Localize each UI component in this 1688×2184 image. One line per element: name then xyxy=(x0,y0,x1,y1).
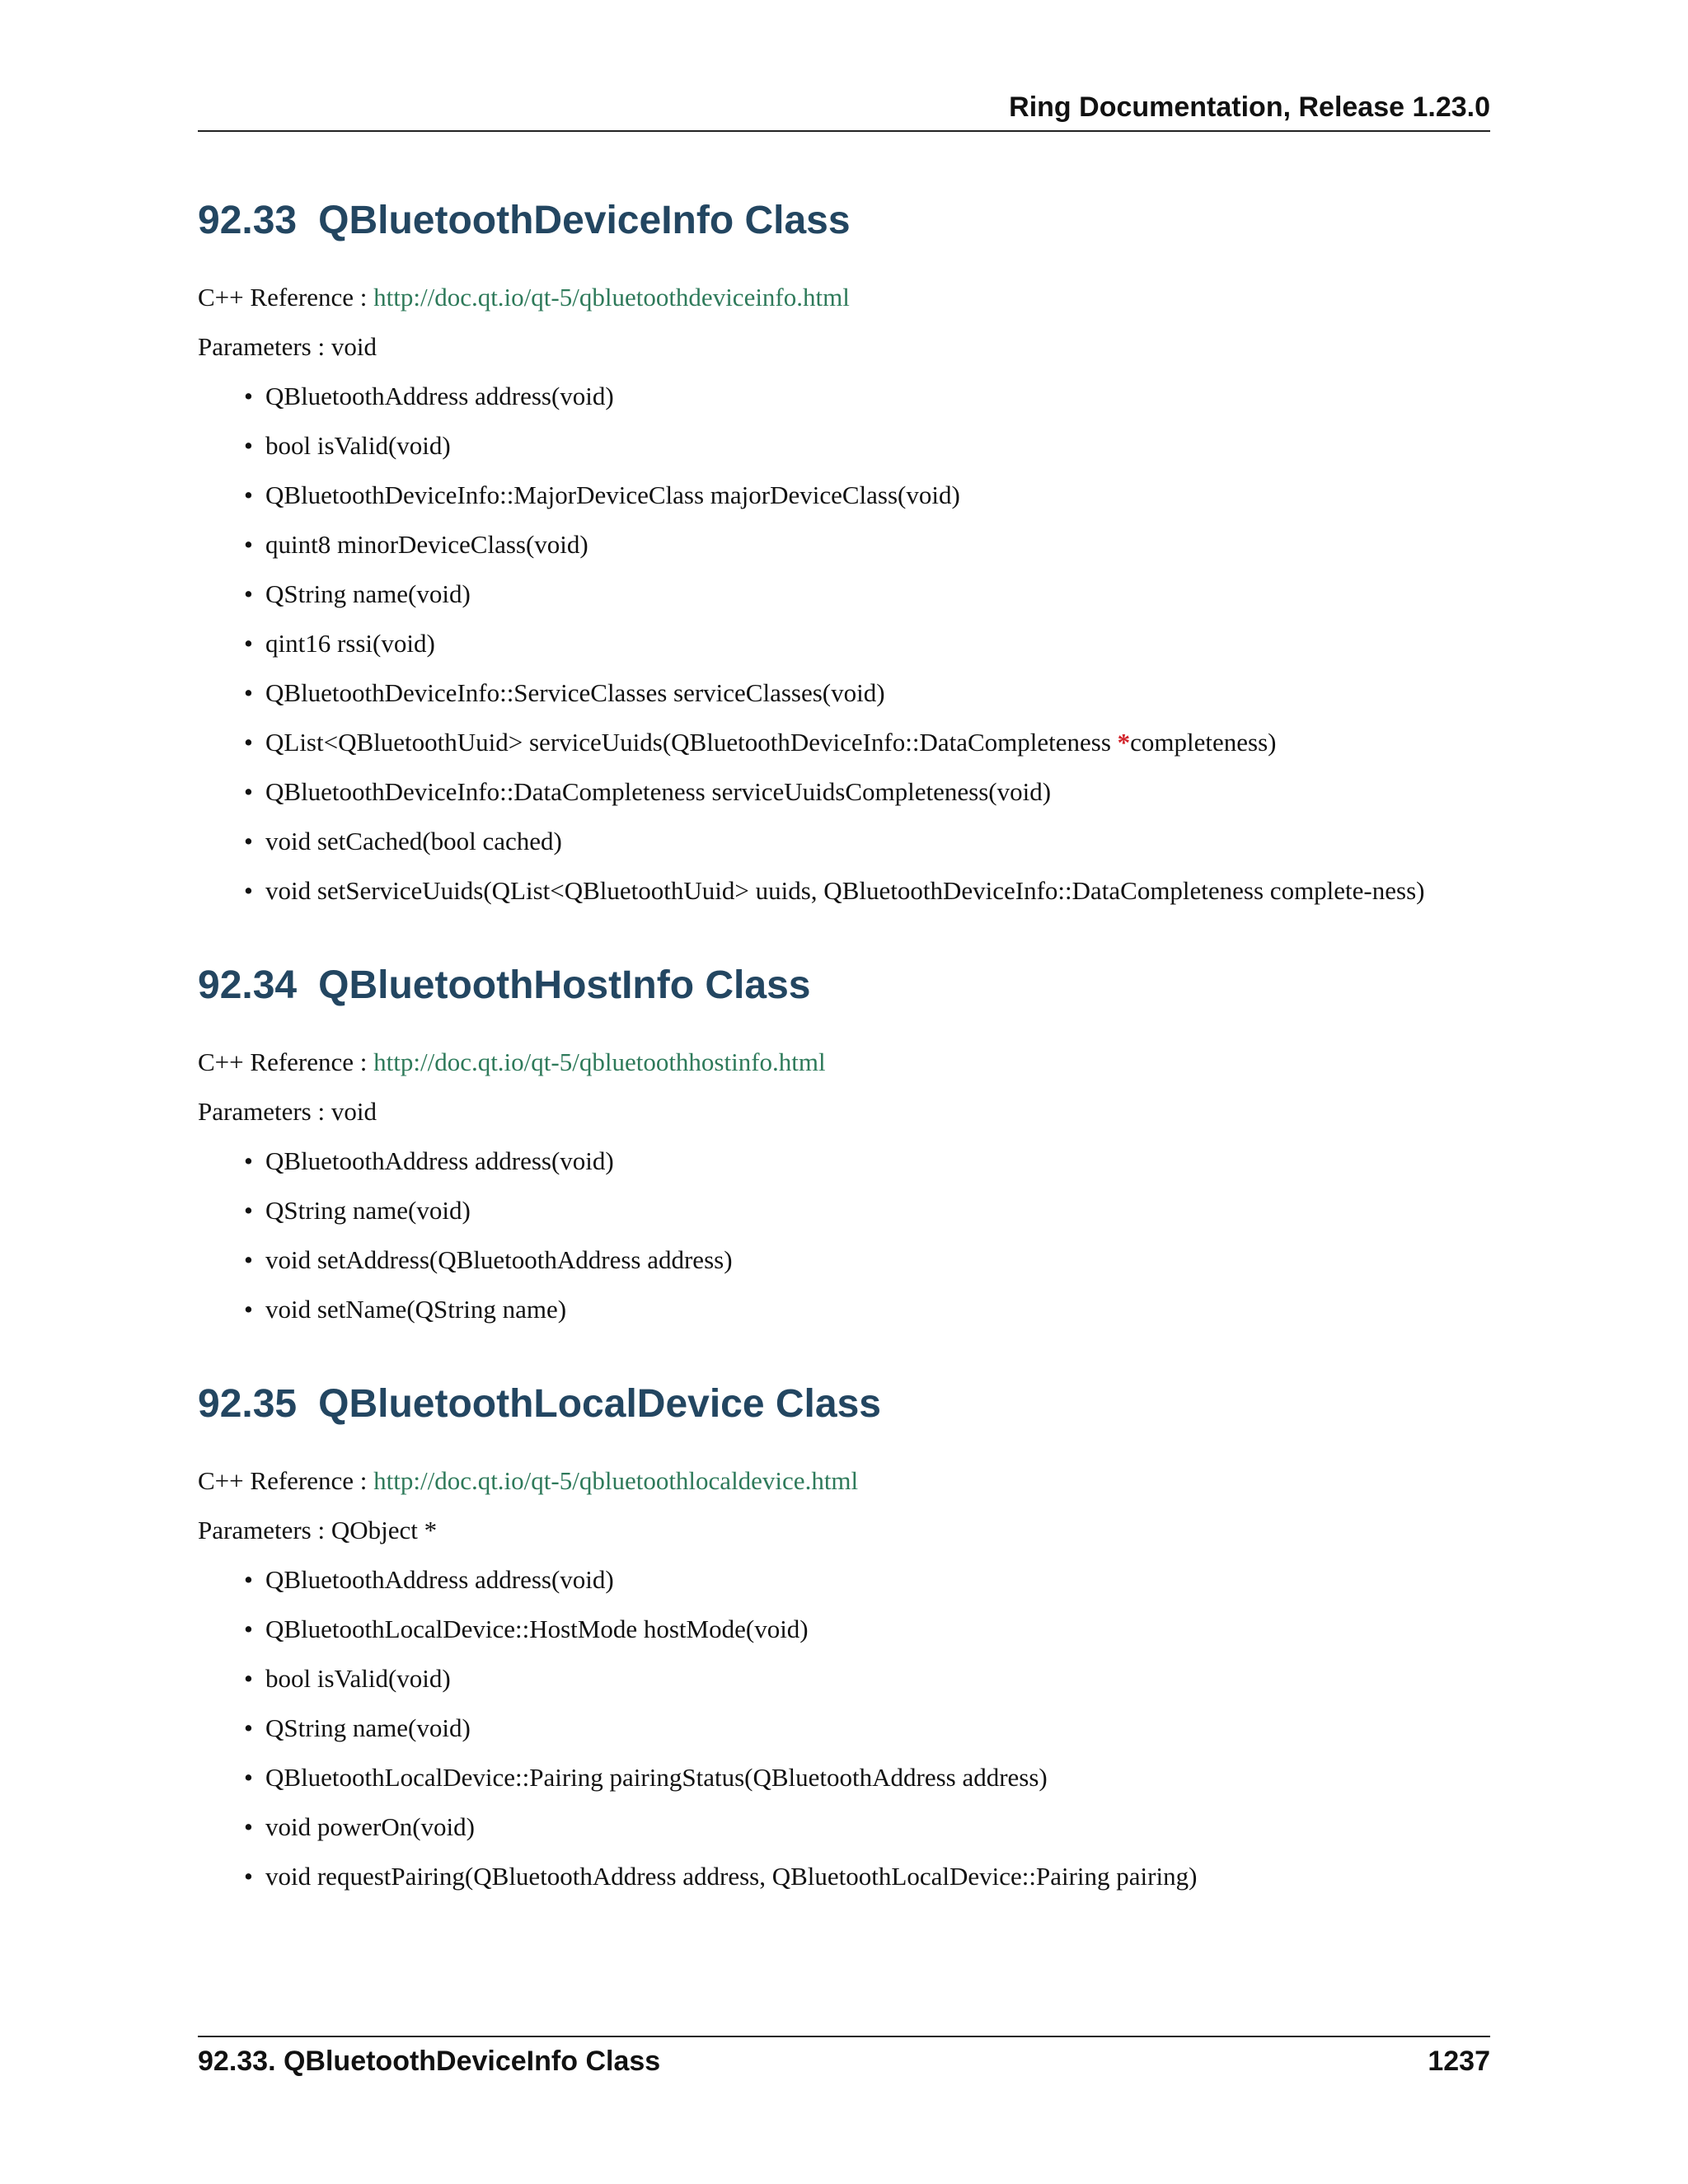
section-title: QBluetoothDeviceInfo Class xyxy=(318,199,851,242)
method-item: • QBluetoothAddress address(void) xyxy=(265,1564,1490,1596)
method-item: • QBluetoothDeviceInfo::DataCompleteness serviceUuidsCompleteness(void) xyxy=(265,776,1490,808)
parameters-label: Parameters : xyxy=(198,1516,326,1544)
method-item: • qint16 rssi(void) xyxy=(265,628,1490,659)
parameters-value: void xyxy=(331,1097,377,1126)
section-qbluetoothdeviceinfo xyxy=(198,196,1490,907)
section-qbluetoothlocaldevice xyxy=(198,1380,1490,1892)
page-number: 1237 xyxy=(1428,2046,1490,2077)
method-item: • QBluetoothLocalDevice::Pairing pairingStatus(QBluetoothAddress address) xyxy=(265,1762,1490,1793)
section-number: 92.34 xyxy=(198,963,298,1007)
section-heading xyxy=(198,1380,1490,1429)
method-item: • bool isValid(void) xyxy=(265,1663,1490,1694)
cpp-reference xyxy=(198,1465,1490,1497)
reference-link[interactable]: http://doc.qt.io/qt-5/qbluetoothhostinfo.html xyxy=(373,1047,826,1076)
method-item: • QBluetoothAddress address(void) xyxy=(265,381,1490,412)
method-item: • QBluetoothAddress address(void) xyxy=(265,1146,1490,1177)
method-list xyxy=(198,1146,1490,1325)
method-item: • QBluetoothLocalDevice::HostMode hostMode(void) xyxy=(265,1614,1490,1645)
parameters xyxy=(198,331,1490,363)
method-item: • QBluetoothDeviceInfo::MajorDeviceClass majorDeviceClass(void) xyxy=(265,480,1490,511)
method-item xyxy=(265,727,1490,758)
method-item: • QString name(void) xyxy=(265,579,1490,610)
pointer-asterisk: * xyxy=(1117,728,1131,757)
reference-label: C++ Reference : xyxy=(198,1466,368,1495)
cpp-reference xyxy=(198,282,1490,313)
method-item: • void setAddress(QBluetoothAddress address) xyxy=(265,1244,1490,1276)
reference-link[interactable]: http://doc.qt.io/qt-5/qbluetoothdeviceinfo.html xyxy=(373,283,850,312)
method-item: • QString name(void) xyxy=(265,1195,1490,1226)
section-title: QBluetoothLocalDevice Class xyxy=(318,1382,881,1426)
parameters-label: Parameters : xyxy=(198,1097,326,1126)
parameters-label: Parameters : xyxy=(198,332,326,361)
method-item: • void setServiceUuids(QList<QBluetoothUuid> uuids, QBluetoothDeviceInfo::DataCompleteness complete-ness) xyxy=(265,875,1490,907)
page-content xyxy=(198,181,1490,1910)
section-heading xyxy=(198,961,1490,1010)
section-title: QBluetoothHostInfo Class xyxy=(318,963,811,1007)
method-item: • bool isValid(void) xyxy=(265,430,1490,462)
method-item: • void setCached(bool cached) xyxy=(265,826,1490,857)
reference-link[interactable]: http://doc.qt.io/qt-5/qbluetoothlocaldevice.html xyxy=(373,1466,859,1495)
method-item: • QBluetoothDeviceInfo::ServiceClasses serviceClasses(void) xyxy=(265,677,1490,709)
reference-label: C++ Reference : xyxy=(198,283,368,312)
method-item: • void setName(QString name) xyxy=(265,1294,1490,1325)
section-heading xyxy=(198,196,1490,246)
parameters-value: void xyxy=(331,332,377,361)
footer-divider xyxy=(198,2036,1490,2037)
section-number: 92.33 xyxy=(198,199,298,242)
method-item: • QString name(void) xyxy=(265,1713,1490,1744)
parameters xyxy=(198,1515,1490,1546)
method-item: • void requestPairing(QBluetoothAddress address, QBluetoothLocalDevice::Pairing pairing) xyxy=(265,1861,1490,1892)
section-number: 92.35 xyxy=(198,1382,298,1426)
method-list xyxy=(198,1564,1490,1892)
parameters-value: QObject * xyxy=(331,1516,438,1544)
section-qbluetoothhostinfo xyxy=(198,961,1490,1325)
method-list xyxy=(198,381,1490,907)
method-text-tail: completeness) xyxy=(1130,728,1277,757)
reference-label: C++ Reference : xyxy=(198,1047,368,1076)
footer-section-title: 92.33. QBluetoothDeviceInfo Class xyxy=(198,2046,661,2077)
method-item: • quint8 minorDeviceClass(void) xyxy=(265,529,1490,560)
running-header: Ring Documentation, Release 1.23.0 xyxy=(1009,91,1490,123)
cpp-reference xyxy=(198,1047,1490,1078)
method-text: QList<QBluetoothUuid> serviceUuids(QBluetoothDeviceInfo::DataCompleteness xyxy=(265,728,1118,757)
parameters xyxy=(198,1096,1490,1127)
header-divider xyxy=(198,130,1490,132)
method-item: • void powerOn(void) xyxy=(265,1811,1490,1843)
running-footer xyxy=(198,2042,1490,2080)
